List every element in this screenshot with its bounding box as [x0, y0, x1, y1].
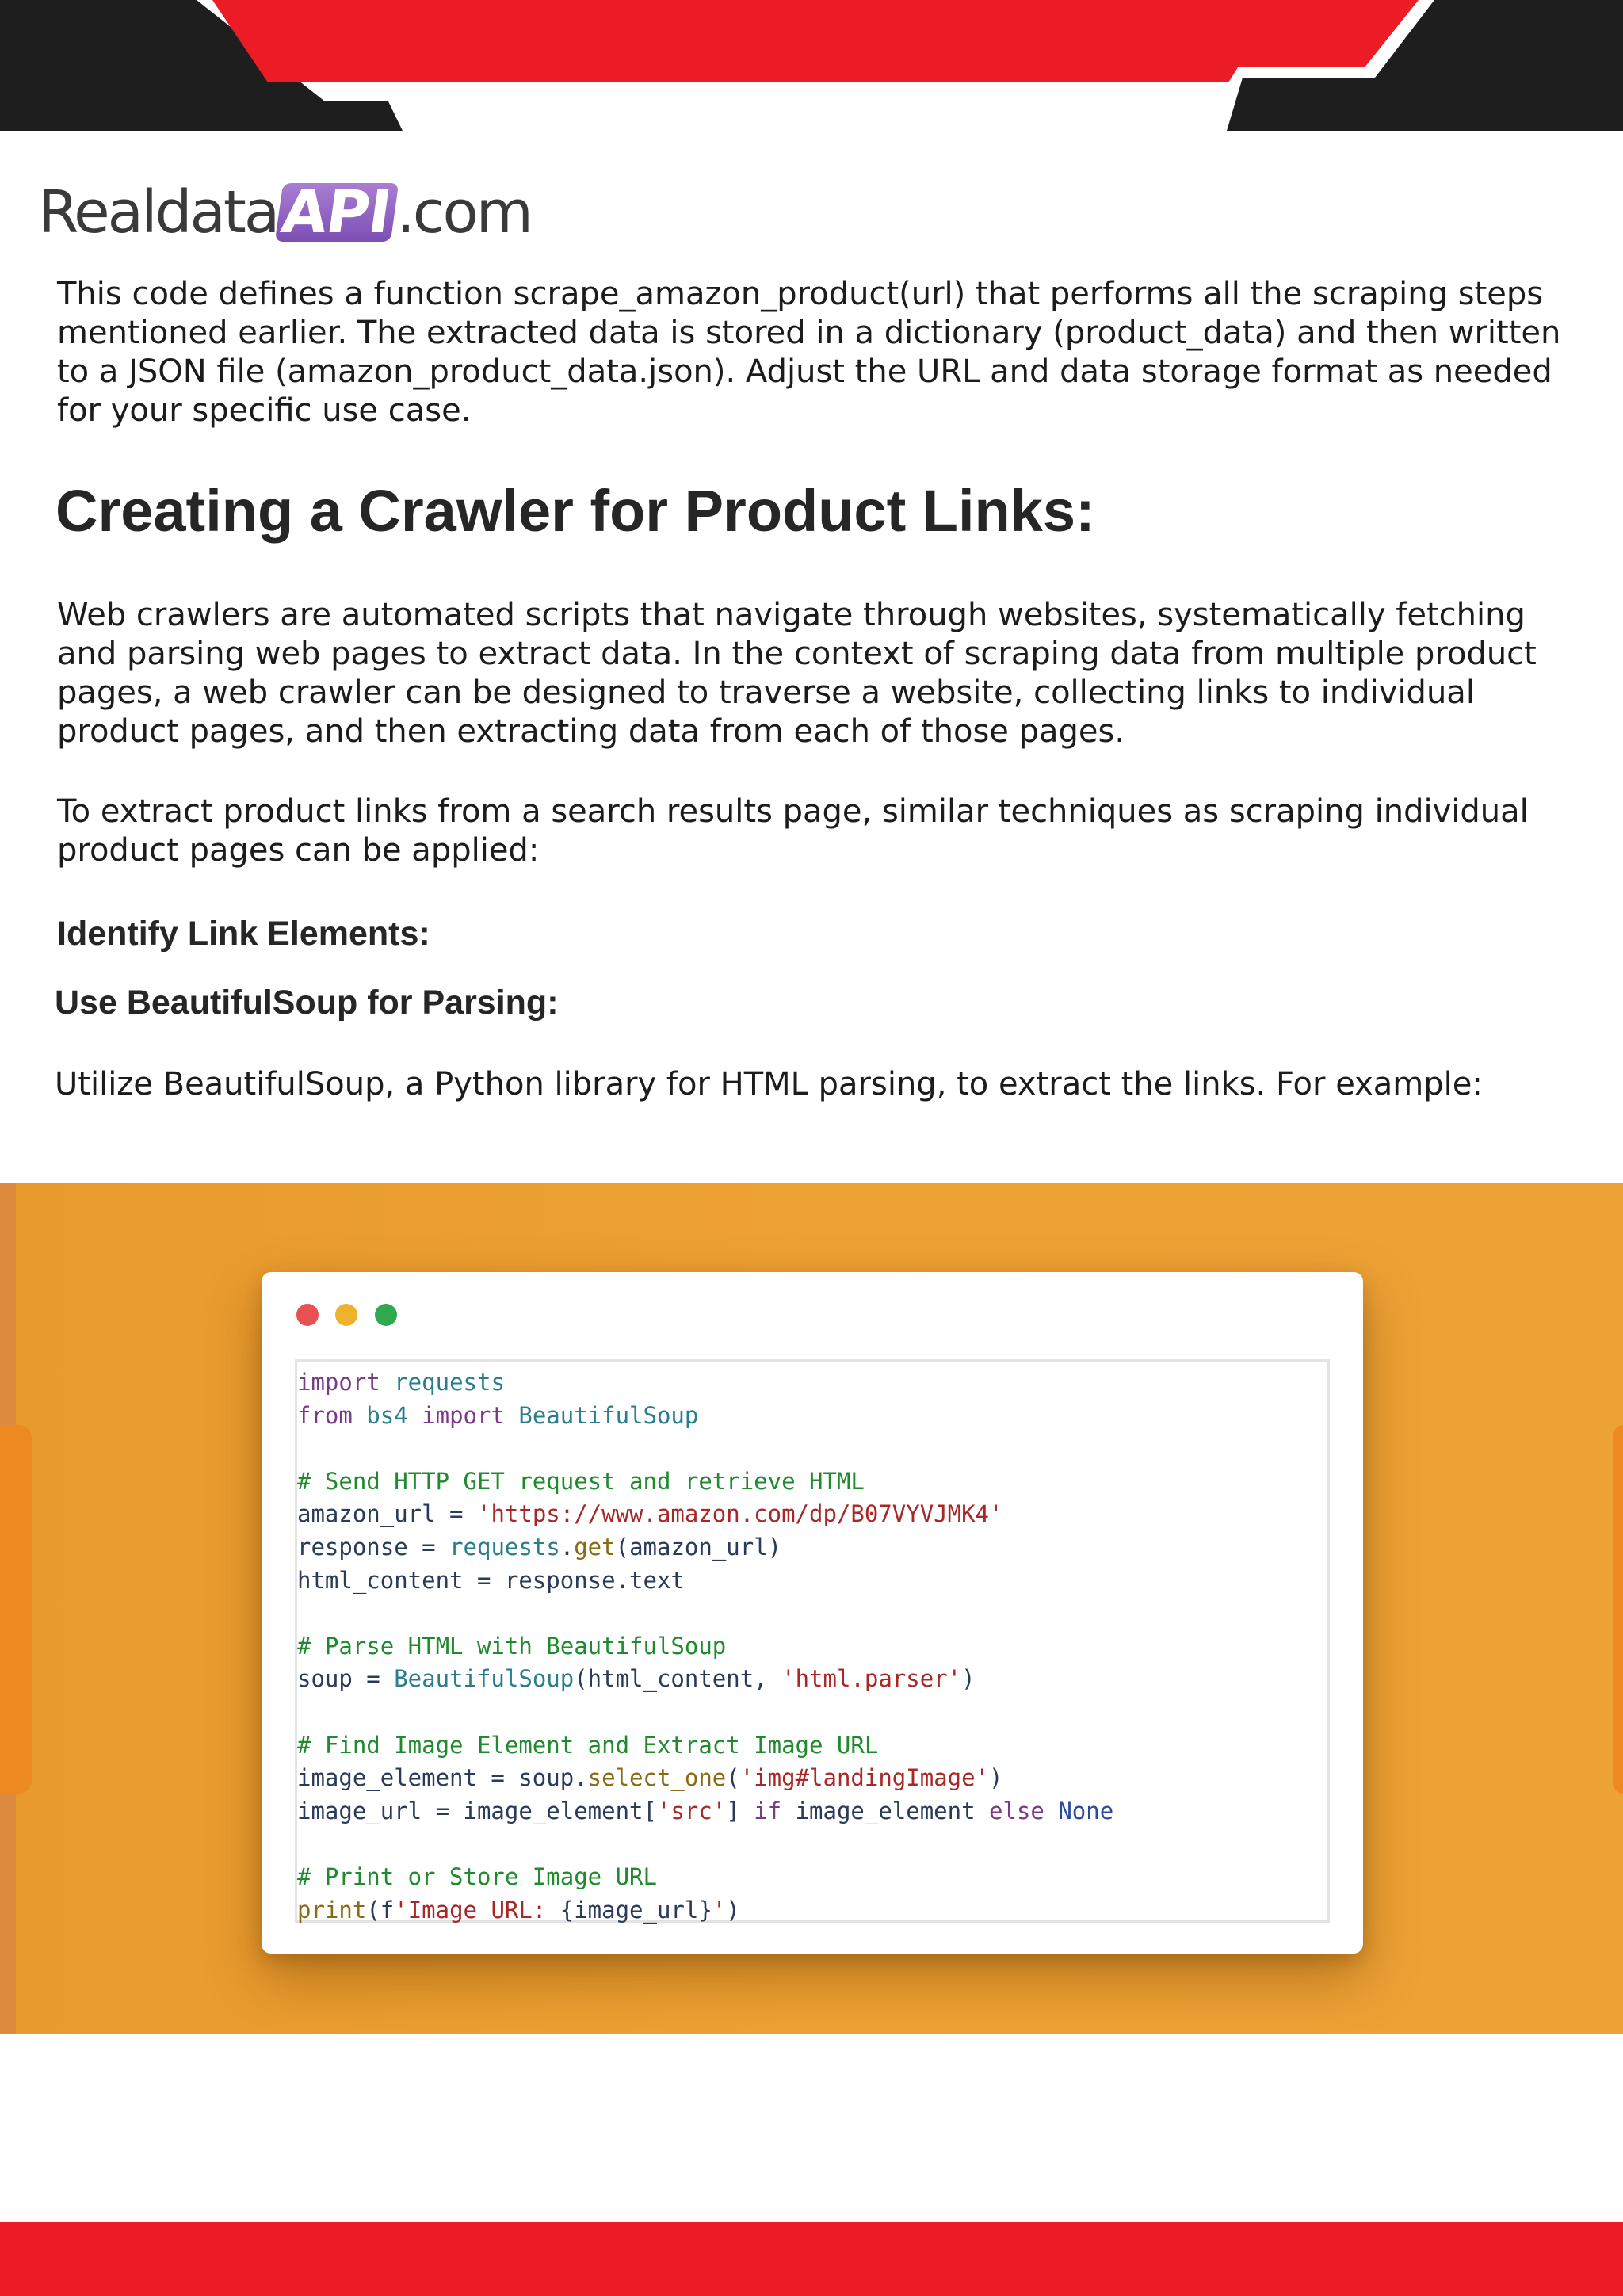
code-token: (amazon_url) — [615, 1533, 782, 1561]
code-token: requests — [449, 1533, 560, 1561]
code-text — [297, 1366, 1113, 1927]
code-token: None — [1058, 1797, 1114, 1824]
window-minimize-dot — [335, 1304, 357, 1326]
code-token: ( — [726, 1764, 740, 1792]
code-token: html_content = response.text — [297, 1566, 685, 1594]
code-string: 'img#landingImage' — [739, 1764, 990, 1792]
intro-paragraph: This code defines a function scrape_amazon_product(url) that performs all the scraping steps mentioned earlier. The extracted data is stored in a dictionary (product_data) and then written to a JSON file (amazon_product_data.json). Adjust the URL and data storage format as needed for your specific use case. — [57, 276, 1561, 429]
section-heading: Creating a Crawler for Product Links: — [55, 478, 1095, 544]
code-comment: # Find Image Element and Extract Image URL — [297, 1731, 879, 1759]
code-token: image_url = image_element[ — [297, 1797, 657, 1824]
code-token: BeautifulSoup — [394, 1665, 575, 1693]
code-token: amazon_url = — [297, 1500, 477, 1528]
code-comment: # Parse HTML with BeautifulSoup — [297, 1632, 727, 1660]
code-token: import — [422, 1401, 505, 1429]
code-comment: # Print or Store Image URL — [297, 1862, 657, 1890]
code-token: from — [297, 1401, 353, 1429]
panel-left-tab — [0, 1425, 32, 1794]
code-token: image_element = soup. — [297, 1764, 588, 1792]
code-window — [262, 1272, 1363, 1954]
code-token: ) — [726, 1896, 740, 1924]
code-token: print — [297, 1896, 367, 1924]
subheading-use-beautifulsoup: Use BeautifulSoup for Parsing: — [55, 984, 559, 1022]
code-token: (f — [366, 1896, 395, 1924]
code-token: bs4 — [352, 1401, 422, 1429]
panel-right-tab — [1613, 1425, 1623, 1794]
links-paragraph: To extract product links from a search results page, similar techniques as scraping individual product pages can be applied: — [57, 793, 1529, 869]
code-token: BeautifulSoup — [504, 1401, 699, 1429]
code-token: image_element — [781, 1797, 990, 1824]
code-string: 'html.parser' — [781, 1665, 962, 1693]
code-token: ) — [989, 1764, 1003, 1792]
beautifulsoup-paragraph: Utilize BeautifulSoup, a Python library for HTML parsing, to extract the links. For example: — [55, 1066, 1483, 1102]
code-token: ) — [961, 1665, 976, 1693]
code-string: 'https://www.amazon.com/dp/B07VYVJMK4' — [476, 1500, 1003, 1528]
logo-api-mark: API — [275, 183, 399, 242]
code-token: response = — [297, 1533, 450, 1561]
code-token: (html_content, — [574, 1665, 782, 1693]
subheading-identify-link-elements: Identify Link Elements: — [57, 915, 430, 953]
code-token — [1044, 1797, 1058, 1824]
footer-band — [0, 2222, 1623, 2296]
header-band — [0, 0, 1623, 131]
code-token: soup = — [297, 1665, 395, 1693]
code-token: {image_url} — [559, 1896, 712, 1924]
code-token: else — [989, 1797, 1044, 1824]
logo-prefix: Realdata — [38, 178, 278, 246]
code-token: if — [754, 1797, 782, 1824]
code-string: ' — [712, 1896, 727, 1924]
code-string: 'Image URL: — [394, 1896, 560, 1924]
code-string: 'src' — [656, 1797, 727, 1824]
brand-logo — [38, 178, 531, 246]
window-close-dot — [296, 1304, 319, 1326]
window-maximize-dot — [375, 1304, 397, 1326]
crawler-paragraph: Web crawlers are automated scripts that navigate through websites, systematically fetching and parsing web pages to extract data. In the context of scraping data from multiple product pages, a web crawler can be designed to traverse a website, collecting links to individual product pages, and then extracting data from each of those pages. — [57, 597, 1537, 750]
code-token: requests — [380, 1369, 505, 1396]
code-token: import — [297, 1369, 380, 1396]
code-token: get — [574, 1533, 616, 1561]
code-token: select_one — [587, 1764, 727, 1792]
code-block — [295, 1359, 1330, 1923]
logo-suffix: .com — [396, 178, 531, 246]
code-token: . — [559, 1533, 575, 1561]
code-comment: # Send HTTP GET request and retrieve HTML — [297, 1467, 865, 1495]
code-token: ] — [726, 1797, 754, 1824]
